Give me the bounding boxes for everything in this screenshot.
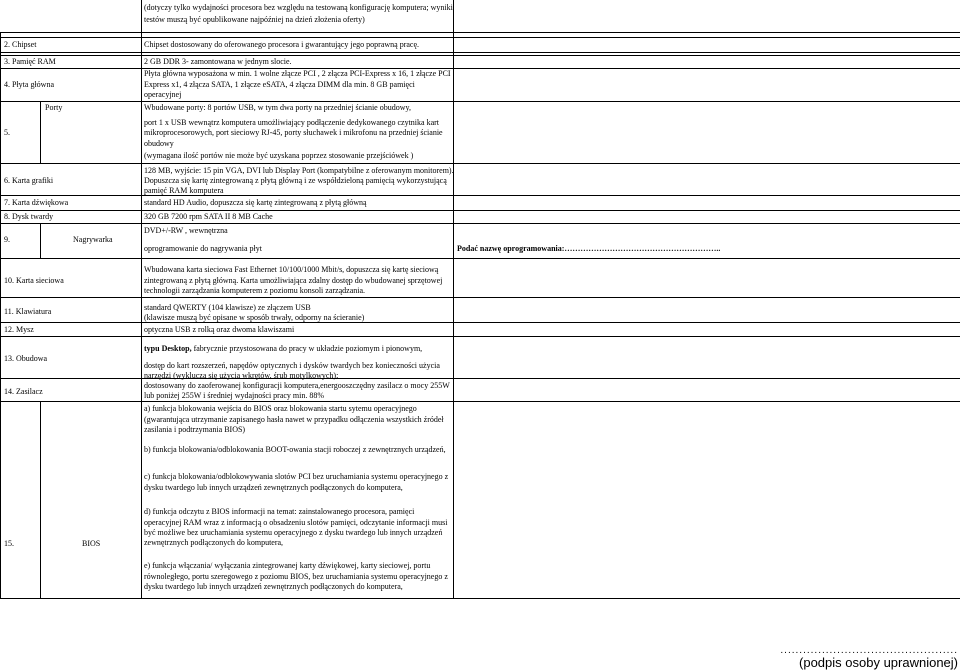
- row-num-burner: 9.: [4, 235, 10, 244]
- row-desc-network: zintegrowaną z płytą główną. Karta umożliwiająca zdalny dostęp do wbudowanej sprzętowej: [144, 276, 443, 285]
- table-line: [0, 101, 960, 102]
- row-desc-keyboard: (klawisze muszą być opisane w sposób trwały, odporny na ścieranie): [144, 313, 365, 322]
- bios-item-c: dysku twardego lub innych urządzeń zewnętrznych podłączonych do komputera,: [144, 483, 403, 492]
- table-line: [0, 32, 1, 598]
- row-label-disk: 8. Dysk twardy: [4, 212, 54, 221]
- software-name-field[interactable]: Podać nazwę oprogramowania:…………………………………………………..: [457, 244, 721, 253]
- table-line: [0, 297, 960, 298]
- row-label-network: 10. Karta sieciowa: [4, 276, 64, 285]
- bios-item-e: dysku twardego lub innych urządzeń zewnętrznych podłączonych do komputera,: [144, 582, 403, 591]
- table-line: [0, 55, 960, 56]
- row-desc-network: Wbudowana karta sieciowa Fast Ethernet 10/100/1000 Mbit/s, dopuszcza się kartę sieciową: [144, 265, 439, 274]
- row-desc-sound: standard HD Audio, dopuszcza się kartę zintegrowaną z płytą główną: [144, 198, 367, 207]
- bios-item-d: operacyjnej RAM wraz z informacją o obsadzeniu slotów pamięci, odczytanie informacji musi: [144, 518, 448, 527]
- table-line: [40, 401, 41, 598]
- table-line: [0, 37, 960, 38]
- bios-item-d: d) funkcja odczytu z BIOS informacji na temat: zainstalowanego procesora, pamięci: [144, 507, 415, 516]
- table-line: [0, 598, 960, 599]
- row-num-ports: 5.: [4, 128, 10, 137]
- table-line: [40, 223, 41, 258]
- bios-item-d: być możliwe bez uruchamiania systemu operacyjnego z dysku twardego lub innych urządzeń: [144, 528, 443, 537]
- bios-item-e: równoległego, portu szeregowego z poziomu BIOS, bez uruchamiania systemu operacyjnego z: [144, 572, 448, 581]
- row-label-mouse: 12. Mysz: [4, 325, 34, 334]
- table-line: [0, 32, 960, 33]
- row-desc-ports: mikroprocesorowych, port sieciowy RJ-45, porty słuchawek i mikrofonu na przedniej ścianie: [144, 128, 443, 137]
- table-line: [0, 163, 960, 164]
- signature-label: (podpis osoby uprawnionej): [799, 655, 958, 670]
- row-desc-motherboard: Płyta główna wyposażona w min. 1 wolne złącze PCI , 2 złącza PCI-Express x 16, 1 złącze PCI: [144, 69, 451, 78]
- row-desc-disk: 320 GB 7200 rpm SATA II 8 MB Cache: [144, 212, 273, 221]
- row-desc-ram: 2 GB DDR 3- zamontowana w jednym slocie.: [144, 57, 292, 66]
- table-line: [453, 0, 454, 598]
- row-desc-ports: obudowy: [144, 139, 174, 148]
- row-desc-network: technologii zarządzania komputerem z poziomu konsoli zarządzania.: [144, 286, 366, 295]
- row-label-case: 13. Obudowa: [4, 354, 48, 363]
- bios-item-d: zewnętrznych podłączonych do komputera,: [144, 538, 284, 547]
- table-line: [40, 101, 41, 163]
- bios-item-a: (gwarantująca utrzymanie zapisanego hasła nawet w przypadku odłączenia wszystkich źródeł: [144, 415, 444, 424]
- row-label-motherboard: 4. Płyta główna: [4, 80, 54, 89]
- row-label-chipset: 2. Chipset: [4, 40, 37, 49]
- table-line: [0, 210, 960, 211]
- intro-line: testów muszą być opublikowane najpóźniej na dzień złożenia oferty): [144, 15, 365, 24]
- row-label-sound: 7. Karta dźwiękowa: [4, 198, 69, 207]
- row-desc-motherboard: operacyjnej: [144, 90, 182, 99]
- row-num-bios: 15.: [4, 539, 14, 548]
- row-desc-case: dostęp do kart rozszerzeń, napędów optycznych i dysków twardych bez konieczności użycia: [144, 361, 440, 370]
- row-desc-graphics: 128 MB, wyjście: 15 pin VGA, DVI lub Display Port (kompatybilne z oferowanym monitorem).: [144, 166, 454, 175]
- table-line: [0, 52, 960, 53]
- row-desc-graphics: pamięć RAM komputera: [144, 186, 224, 195]
- row-desc-psu: dostosowany do zaoferowanej konfiguracji komputera,energooszczędny zasilacz o mocy 255W: [144, 381, 450, 390]
- row-desc-case-rest: fabrycznie przystosowana do pracy w układzie poziomym i pionowym,: [191, 344, 423, 353]
- row-desc-case: narzędzi (wyklucza się użycia wkrętów, śrub motylkowych);: [144, 371, 339, 380]
- row-label-keyboard: 11. Klawiatura: [4, 307, 52, 316]
- row-desc-ports: (wymagana ilość portów nie może być uzyskana poprzez stosowanie przejściówek ): [144, 151, 414, 160]
- row-desc-ports: Wbudowane porty: 8 portów USB, w tym dwa porty na przedniej ścianie obudowy,: [144, 103, 411, 112]
- bios-item-b: b) funkcja blokowania/odblokowania BOOT-owania stacji roboczej z zewnętrznych urządzeń,: [144, 445, 446, 454]
- table-line: [0, 336, 960, 337]
- row-desc-mouse: optyczna USB z rolką oraz dwoma klawiszami: [144, 325, 295, 334]
- row-desc-graphics: Dopuszcza się kartę zintegrowaną z płytą główną i ze współdzieloną pamięcią wykorzystującą: [144, 176, 447, 185]
- row-label-psu: 14. Zasilacz: [4, 387, 43, 396]
- row-label-bios: BIOS: [82, 539, 101, 548]
- row-label-burner: Nagrywarka: [73, 235, 113, 244]
- table-line: [141, 0, 142, 598]
- intro-line: (dotyczy tylko wydajności procesora bez względu na testowaną konfigurację komputera; wyniki: [144, 3, 453, 12]
- row-desc-case: [144, 344, 422, 355]
- row-label-ports: Porty: [45, 103, 63, 112]
- bios-item-c: c) funkcja blokowania/odblokowywania slotów PCI bez uruchamiania systemu operacyjnego z: [144, 472, 449, 481]
- row-desc-case-bold: typu Desktop,: [144, 344, 192, 353]
- row-label-graphics: 6. Karta grafiki: [4, 176, 54, 185]
- signature-dots: ...............................................: [780, 645, 958, 656]
- row-desc-psu: lub poniżej 255W i średniej wydajności pracy min. 88%: [144, 391, 325, 400]
- row-desc-chipset: Chipset dostosowany do oferowanego procesora i gwarantujący jego poprawną pracę.: [144, 40, 420, 49]
- row-label-ram: 3. Pamięć RAM: [4, 57, 56, 66]
- row-desc-burner: oprogramowanie do nagrywania płyt: [144, 244, 262, 253]
- row-desc-burner: DVD+/-RW , wewnętrzna: [144, 226, 228, 235]
- bios-item-a: zasilania i podtrzymania BIOS): [144, 425, 246, 434]
- table-line: [0, 258, 960, 259]
- bios-item-e: e) funkcja włączania/ wyłączania zintegrowanej karty dźwiękowej, karty sieciowej, portu: [144, 561, 431, 570]
- row-desc-keyboard: standard QWERTY (104 klawisze) ze złączem USB: [144, 303, 311, 312]
- bios-item-a: a) funkcja blokowania wejścia do BIOS oraz blokowania startu sytemu operacyjnego: [144, 404, 417, 413]
- table-line: [0, 223, 960, 224]
- row-desc-motherboard: Express x1, 4 złącza SATA, 1 złącze eSATA, 4 złącza DIMM dla min. 8 GB pamięci: [144, 80, 415, 89]
- row-desc-ports: port 1 x USB wewnątrz komputera umożliwiający podłączenie dedykowanego czytnika kart: [144, 118, 440, 127]
